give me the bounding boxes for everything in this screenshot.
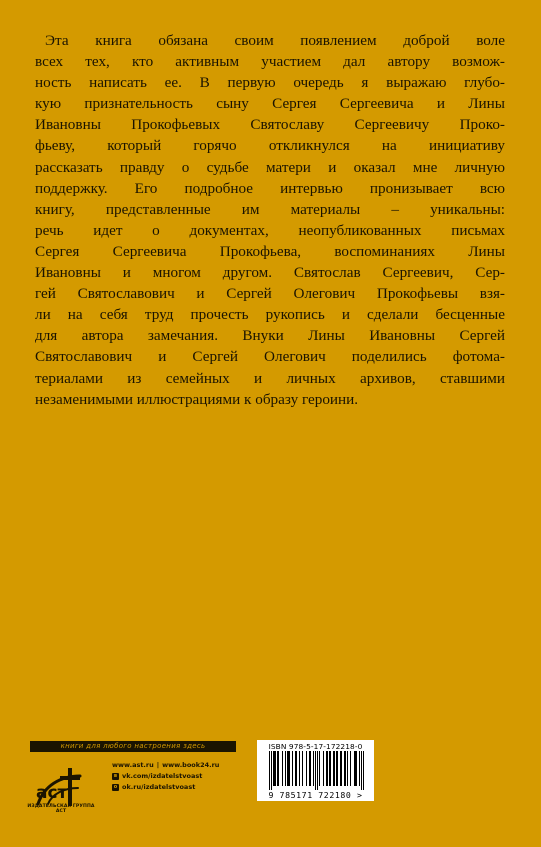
blurb-line: Ивановны Прокофьевых Святославу Сергеевичу Проко- — [35, 116, 505, 134]
barcode-bar — [299, 751, 300, 786]
barcode-digits: 9 785171 722180 > — [268, 790, 363, 800]
barcode-bar — [285, 751, 286, 786]
barcode-bar — [302, 751, 303, 786]
barcode-bar — [341, 751, 342, 786]
barcode-bar — [295, 751, 296, 786]
barcode-bar — [326, 751, 327, 786]
site-links-row — [112, 760, 262, 771]
blurb-line: рассказать правду о судьбе матери и оказал мне личную — [35, 158, 505, 176]
blurb-line: речь идет о документах, неопубликованных письмах — [35, 221, 505, 239]
barcode-box — [257, 740, 374, 801]
barcode-bar — [355, 751, 356, 786]
blurb-line: книгу, представленные им материалы – уникальны: — [35, 200, 505, 218]
blurb-line: териалами из семейных и личных архивов, ставшими — [35, 369, 505, 387]
blurb-line: Сергея Сергеевича Прокофьева, воспоминаниях Лины — [35, 242, 505, 260]
blurb-line: для автора замечания. Внуки Лины Ивановны Сергей — [35, 327, 505, 345]
social-link-ok[interactable]: ok.ru/izdatelstvoast — [122, 783, 196, 791]
barcode-bar — [315, 751, 316, 790]
barcode-bar — [329, 751, 330, 786]
barcode-bar — [292, 751, 293, 786]
blurb-line: гей Святославович и Сергей Олегович Прокофьевы взя- — [35, 285, 505, 303]
barcode-bar — [273, 751, 274, 786]
barcode-bar — [356, 751, 357, 786]
blurb-line: ли на себя труд прочесть рукопись и сделали бесценные — [35, 306, 505, 324]
barcode-bar — [278, 751, 279, 786]
barcode-bar — [327, 751, 328, 786]
blurb-line: Ивановны и многом другом. Святослав Сергеевич, Сер- — [35, 264, 505, 282]
barcode-bars — [261, 751, 370, 790]
barcode-bar — [306, 751, 307, 786]
blurb-text — [35, 30, 505, 410]
publisher-caption: ИЗДАТЕЛЬСКАЯ ГРУППА АСТ — [27, 804, 95, 814]
barcode-bar — [269, 751, 270, 790]
barcode-bar — [340, 751, 341, 786]
barcode-bar — [309, 751, 310, 786]
barcode-bar — [310, 751, 311, 786]
blurb-line: незаменимыми иллюстрациями к образу героини. — [35, 390, 359, 408]
site-link-book24[interactable]: www.book24.ru — [162, 761, 220, 769]
blurb-line: поддержку. Его подробное интервью пронизывает всю — [35, 179, 505, 197]
social-row-ok — [112, 782, 262, 793]
blurb-line: всех тех, кто активным участием дал автору возмож- — [35, 53, 505, 71]
barcode-bar — [345, 751, 346, 786]
blurb-line: ность написать ее. В первую очередь я выражаю глубо- — [35, 74, 505, 92]
isbn-label: ISBN 978-5-17-172218-0 — [268, 742, 363, 751]
barcode-bar — [330, 751, 331, 786]
barcode-bar — [296, 751, 297, 786]
barcode-bar — [336, 751, 337, 786]
barcode-bar — [363, 751, 364, 790]
barcode-bar — [354, 751, 355, 786]
barcode-bar — [271, 751, 272, 790]
barcode-bar — [277, 751, 278, 786]
barcode-bar — [313, 751, 314, 786]
ok-icon: о — [113, 784, 118, 790]
barcode-bar — [274, 751, 275, 786]
blurb-line: Эта книга обязана своим появлением доброй воле — [45, 32, 505, 49]
barcode-bar — [334, 751, 335, 786]
barcode-bar — [288, 751, 289, 786]
barcode-bar — [347, 751, 348, 786]
social-row-vk — [112, 771, 262, 782]
site-link-ast[interactable]: www.ast.ru — [112, 761, 154, 769]
barcode-bar — [282, 751, 283, 786]
slogan-band: книги для любого настроения здесь — [30, 741, 236, 752]
barcode-bar — [317, 751, 318, 790]
barcode-bar — [359, 751, 360, 786]
barcode-bar — [361, 751, 362, 790]
barcode-bar — [337, 751, 338, 786]
blurb-line: фьеву, который горячо откликнулся на инициативу — [35, 137, 505, 155]
site-separator: | — [156, 761, 160, 769]
barcode-bar — [287, 751, 288, 786]
barcode-bar — [333, 751, 334, 786]
vk-icon: в — [113, 773, 118, 779]
blurb-line: кую признательность сыну Сергея Сергеевича и Лины — [35, 95, 505, 113]
publisher-links — [112, 760, 262, 793]
blurb-line: Святославович и Сергей Олегович поделились фотома- — [35, 348, 505, 366]
barcode-bar — [319, 751, 320, 786]
social-link-vk[interactable]: vk.com/izdatelstvoast — [122, 772, 203, 780]
barcode-bar — [350, 751, 351, 786]
ast-logo-text: аст — [36, 783, 68, 803]
barcode-bar — [289, 751, 290, 786]
barcode-bar — [275, 751, 276, 786]
barcode-bar — [323, 751, 324, 786]
barcode-bar — [344, 751, 345, 786]
